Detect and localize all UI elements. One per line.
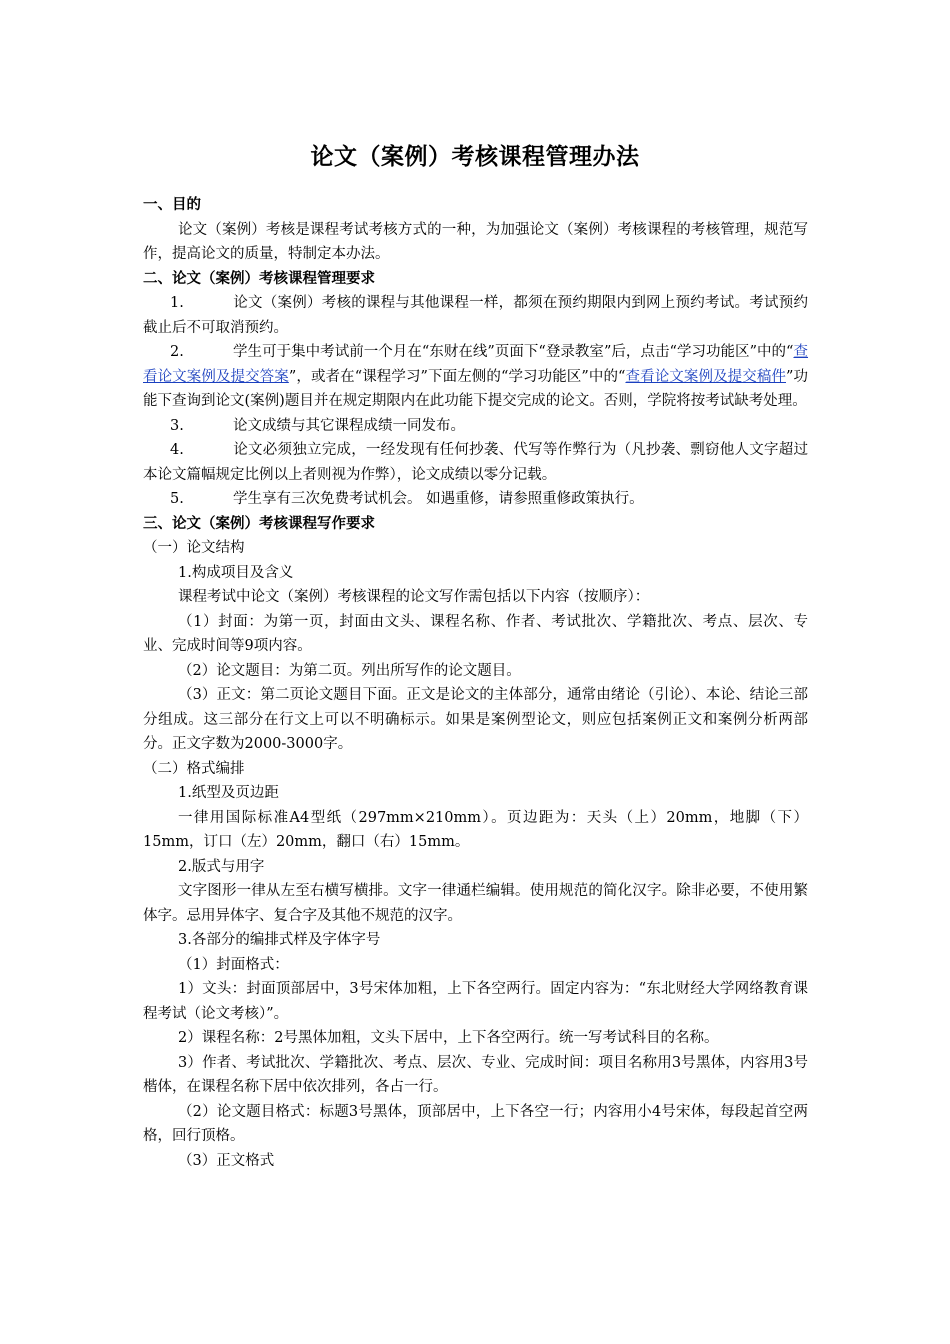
list-item-2 [143, 340, 808, 414]
list-text: 学生享有三次免费考试机会。 如遇重修，请参照重修政策执行。 [233, 491, 644, 507]
list-item-1 [143, 291, 808, 340]
list-text: 论文（案例）考核的课程与其他课程一样，都须在预约期限内到网上预约考试。考试预约截止后不可取消预约。 [143, 295, 808, 336]
paragraph-cover: （1）封面：为第一页，封面由文头、课程名称、作者、考试批次、学籍批次、考点、层次、专业、完成时间等9项内容。 [143, 613, 808, 654]
paragraph-title: （2）论文题目：为第二页。列出所写作的论文题目。 [178, 662, 521, 679]
subitem-heading: 3.各部分的编排式样及字体字号 [178, 932, 381, 948]
link-view-paper-submit-draft[interactable]: 查看论文案例及提交稿件 [625, 368, 786, 385]
list-item-4 [143, 438, 808, 487]
section-heading-writing: 三、论文（案例）考核课程写作要求 [143, 515, 375, 532]
list-text: 论文必须独立完成，一经发现有任何抄袭、代写等作弊行为（凡抄袭、剽窃他人文字超过本论文篇幅规定比例以上者则视为作弊），论文成绩以零分记载。 [143, 442, 808, 483]
section-heading-purpose: 一、目的 [143, 197, 201, 213]
link-view-paper-submit-answer[interactable]: 查看论文案例及提交答案 [143, 344, 809, 385]
section-heading-management: 二、论文（案例）考核课程管理要求 [143, 270, 375, 287]
paragraph: 3）作者、考试批次、学籍批次、考点、层次、专业、完成时间：项目名称用3号黑体，内容用3号楷体，在课程名称下居中依次排列，各占一行。 [143, 1054, 808, 1095]
list-number: 1. [170, 295, 184, 311]
list-text: 学生可于集中考试前一个月在“东财在线”页面下“登录教室”后，点击“学习功能区”中的“ [233, 344, 794, 360]
paragraph-body-text: （3）正文：第二页论文题目下面。正文是论文的主体部分，通常由绪论（引论）、本论、结论三部分组成。这三部分在行文上可以不明确标示。如果是案例型论文，则应包括案例正文和案例分析两部分。正文字数为2000-3000字。 [143, 687, 808, 752]
list-number: 5. [170, 491, 184, 507]
subitem-heading: 1.纸型及页边距 [178, 785, 279, 801]
list-text: ”功能下查询到论文(案例)题目并在规定期限内在此功能下提交完成的论文。否则，学院将按考试缺考处理。 [143, 368, 808, 409]
list-number: 3. [170, 417, 184, 434]
list-item-3 [143, 414, 808, 439]
list-text: 论文成绩与其它课程成绩一同发布。 [233, 417, 465, 434]
paragraph: 1）文头：封面顶部居中，3号宋体加粗，上下各空两行。固定内容为：“东北财经大学网络教育课程考试（论文考核）”。 [143, 981, 808, 1022]
list-item-5 [143, 487, 808, 512]
paragraph-purpose: 论文（案例）考核是课程考试考核方式的一种，为加强论文（案例）考核课程的考核管理，规范写作，提高论文的质量，特制定本办法。 [143, 221, 808, 262]
paragraph: （3）正文格式 [178, 1152, 275, 1169]
paragraph-layout: 文字图形一律从左至右横写横排。文字一律通栏编辑。使用规范的简化汉字。除非必要，不使用繁体字。忌用异体字、复合字及其他不规范的汉字。 [143, 883, 808, 924]
list-number: 4. [170, 442, 184, 458]
list-text: ”，或者在“课程学习”下面左侧的“学习功能区”中的“ [288, 368, 626, 385]
paragraph: 2）课程名称：2号黑体加粗，文头下居中，上下各空两行。统一写考试科目的名称。 [178, 1030, 719, 1046]
subitem-heading: 2.版式与用字 [178, 858, 265, 875]
paragraph: 课程考试中论文（案例）考核课程的论文写作需包括以下内容（按顺序）： [178, 589, 650, 605]
document-title: 论文（案例）考核课程管理办法 [310, 144, 640, 170]
paragraph: （1）封面格式： [178, 956, 289, 973]
subsection-heading-structure: （一）论文结构 [143, 540, 245, 556]
list-number: 2. [170, 344, 184, 360]
subitem-heading: 1.构成项目及含义 [178, 564, 294, 581]
document-body [143, 193, 808, 1173]
paragraph-paper-size: 一律用国际标准A4型纸（297mm×210mm）。页边距为：天头（上）20mm，地脚（下）15mm，订口（左）20mm，翻口（右）15mm。 [143, 809, 808, 850]
paragraph: （2）论文题目格式：标题3号黑体，顶部居中，上下各空一行；内容用小4号宋体，每段起首空两格，回行顶格。 [143, 1103, 808, 1144]
subsection-heading-format: （二）格式编排 [143, 760, 245, 777]
